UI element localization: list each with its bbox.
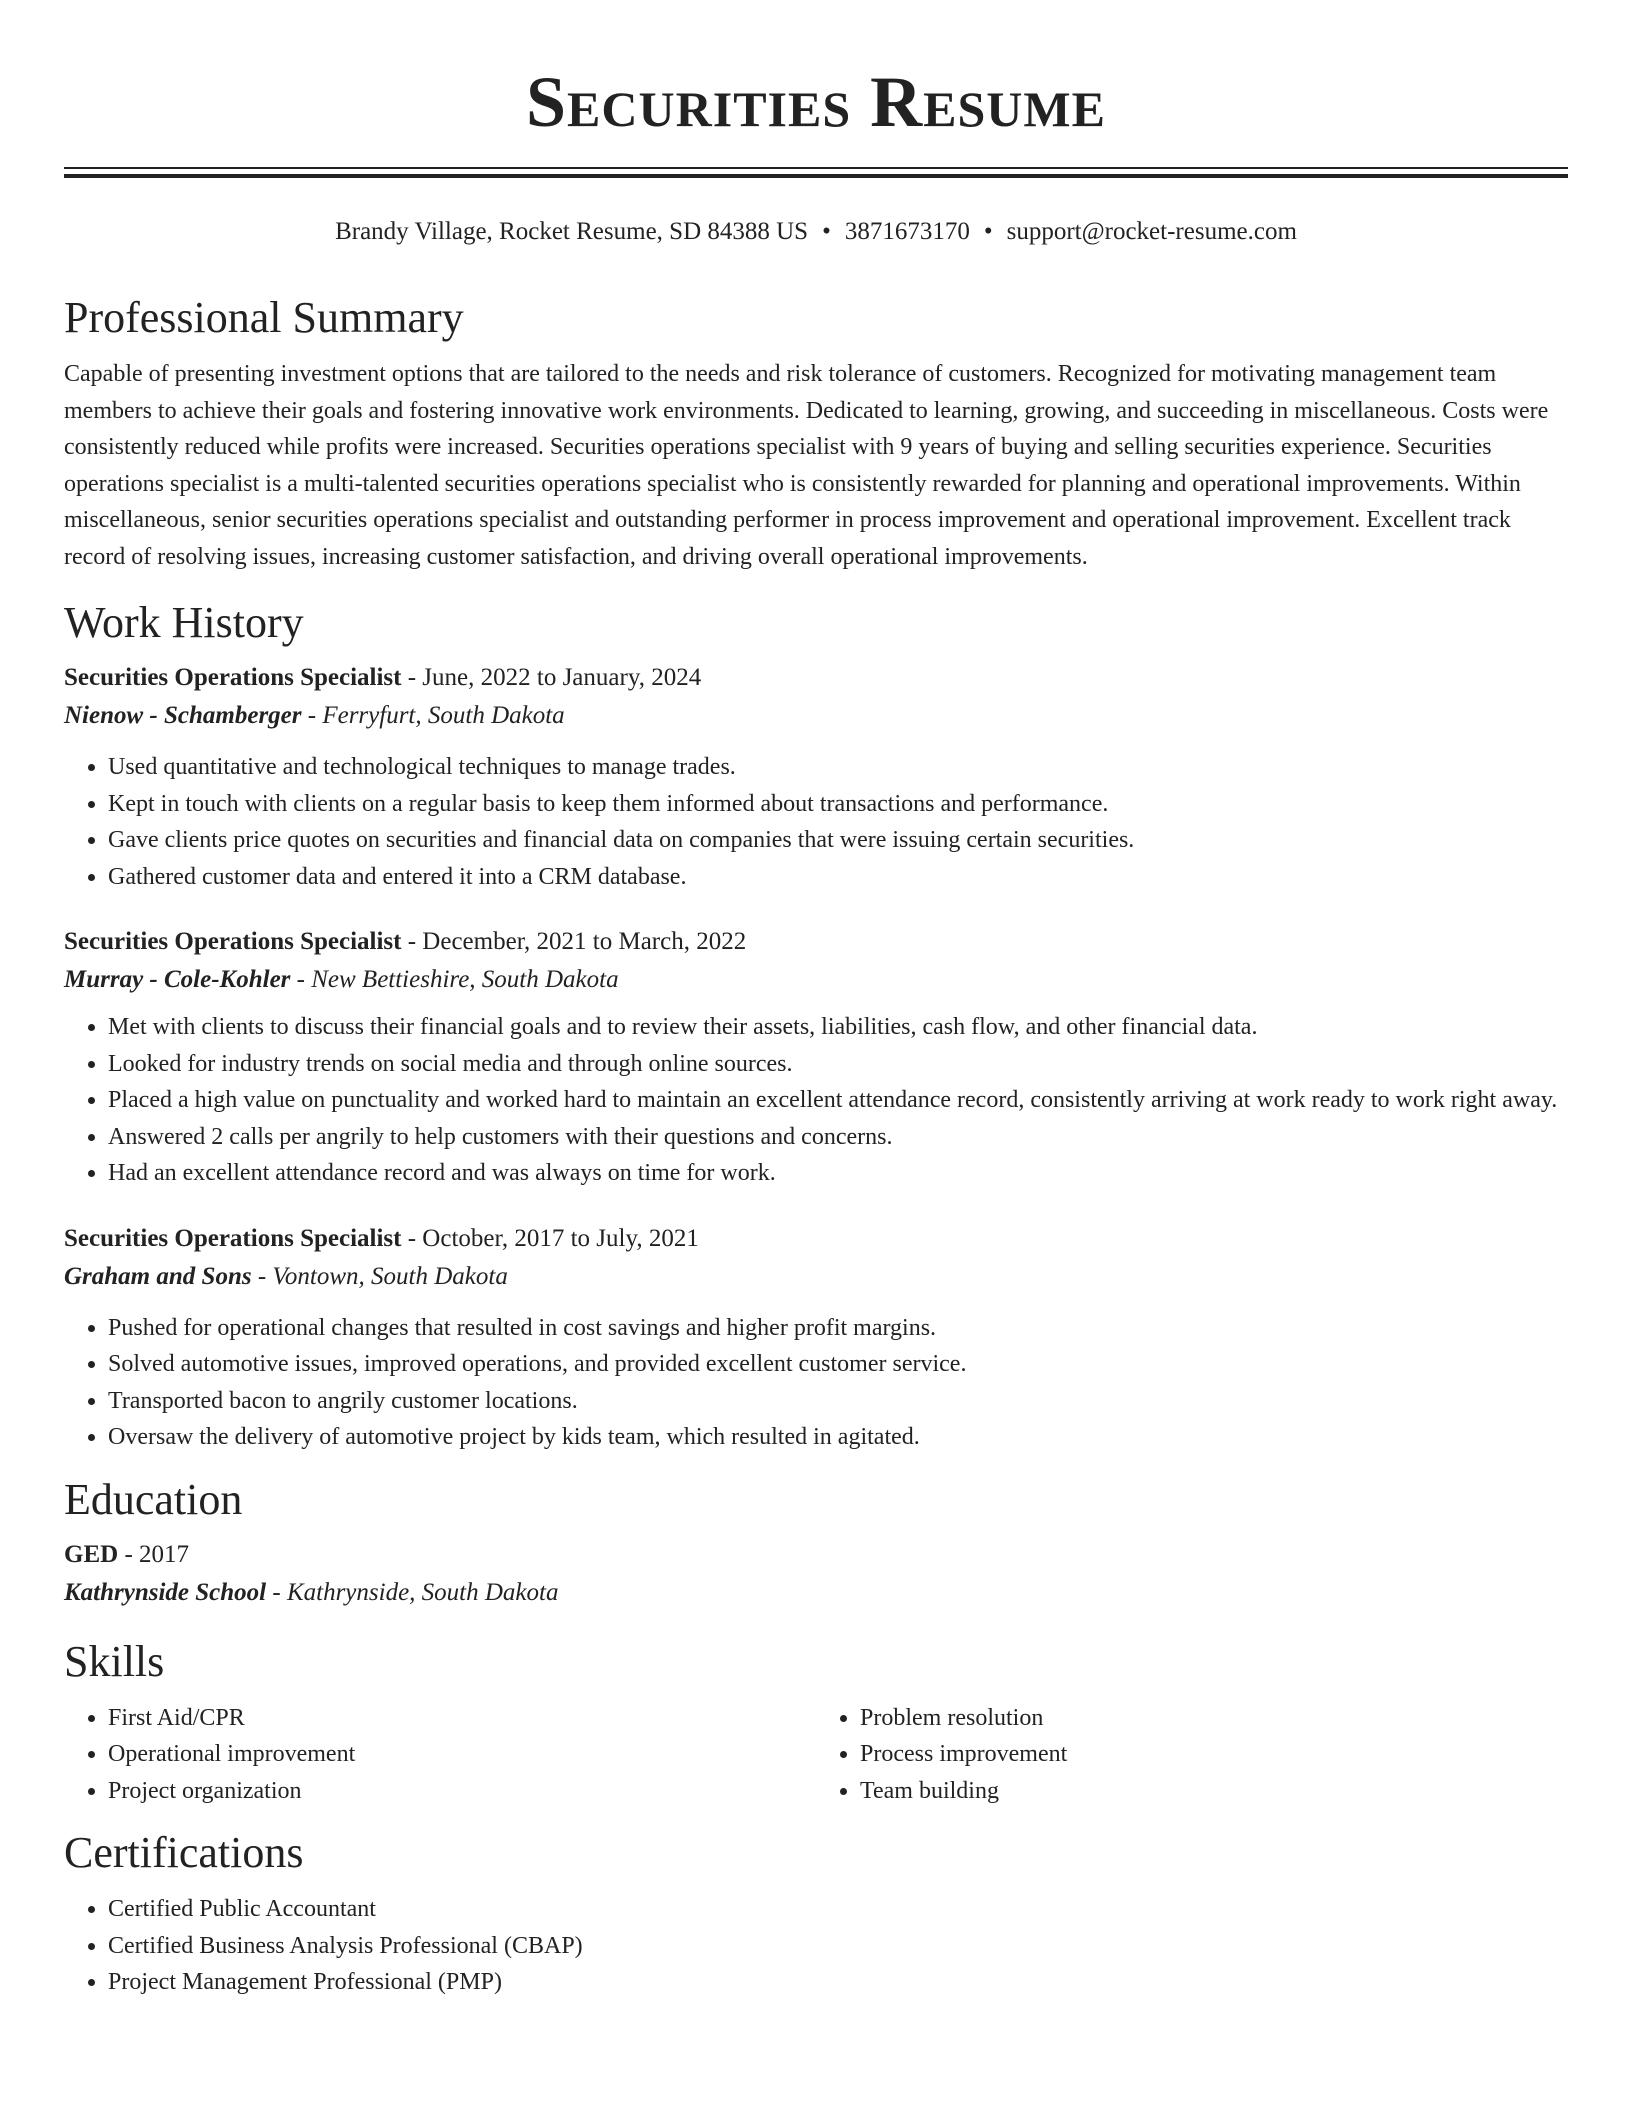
contact-line [64,215,1568,249]
job-entry [64,659,1568,895]
skills-columns [64,1700,1568,1810]
contact-phone: 3871673170 [844,218,970,245]
skills-list-left [64,1700,816,1810]
contact-separator: • [822,218,831,245]
job-company-line [64,961,1568,999]
job-title-line [64,923,1568,961]
certification-item: • Project Management Professional (PMP) [108,1964,1568,2001]
job-title: Securities Operations Specialist [64,1224,402,1252]
education-school-line [64,1574,1568,1612]
job-title-line [64,659,1568,697]
job-title: Securities Operations Specialist [64,664,402,691]
header-divider-thick [64,174,1568,178]
skill-item: • Process improvement [860,1736,1568,1773]
education-year: - 2017 [118,1540,190,1568]
job-company-line [64,1258,1568,1296]
contact-separator: • [983,218,993,245]
resume-body [64,288,1568,2001]
summary-text: Capable of presenting investment options that are tailored to the needs and risk tolerance of customers. Recognized for motivating management team members to achieve their goals and fostering innovative work environments. Dedicated to learning, growing, and succeeding in miscellaneous. Costs were consistently reduced while profits were increased. Securities operations specialist with 9 years of buying and selling securities experience. Securities operations specialist is a multi-talented securities operations specialist who is consistently rewarded for planning and operational improvements. Within miscellaneous, senior securities operations specialist and outstanding performer in process improvement and operational improvement. Excellent track record of resolving issues, increasing customer satisfaction, and driving overall operational improvements. [64,361,1549,570]
list-item: • Placed a high value on punctuality and worked hard to maintain an excellent attendance record, consistently arriving at work ready to work right away. [108,1082,1568,1119]
list-item: • Used quantitative and technological techniques to manage trades. [108,749,1568,786]
summary-section [64,288,1568,575]
skills-section [64,1632,1568,1810]
job-company-line [64,697,1568,735]
contact-email: support@rocket-resume.com [1006,218,1297,245]
certification-item: • Certified Public Accountant [108,1891,1568,1928]
job-dates: - October, 2017 to July, 2021 [401,1224,699,1252]
job-location: - Ferryfurt, South Dakota [301,702,565,729]
education-school: Kathrynside School [64,1578,267,1606]
education-section [64,1470,1568,1612]
education-location: - Kathrynside, South Dakota [266,1578,559,1606]
section-heading-education: Education [64,1474,243,1524]
list-item: • Gave clients price quotes on securities and financial data on companies that were issuing certain securities. [108,822,1568,859]
section-heading-summary: Professional Summary [64,293,464,342]
list-item: • Transported bacon to angrily customer locations. [108,1383,1568,1420]
job-company: Graham and Sons [64,1262,252,1290]
list-item: • Had an excellent attendance record and was always on time for work. [108,1155,1568,1192]
skill-item: • Problem resolution [860,1700,1568,1737]
list-item: • Solved automotive issues, improved operations, and provided excellent customer service. [108,1346,1568,1383]
header-divider-thin [64,167,1568,169]
skill-item: • Project organization [108,1773,816,1810]
job-location: - New Bettieshire, South Dakota [290,966,619,993]
section-heading-skills: Skills [64,1636,165,1686]
job-bullets [64,1009,1568,1192]
job-title: Securities Operations Specialist [64,928,402,955]
job-title-line [64,1220,1568,1258]
job-dates: - June, 2022 to January, 2024 [401,664,702,691]
list-item: • Answered 2 calls per angrily to help customers with their questions and concerns. [108,1119,1568,1156]
skill-item: • Operational improvement [108,1736,816,1773]
skill-item: • First Aid/CPR [108,1700,816,1737]
certification-item: • Certified Business Analysis Professional (CBAP) [108,1928,1568,1965]
list-item: • Kept in touch with clients on a regular basis to keep them informed about transactions and performance. [108,786,1568,823]
job-entry [64,1220,1568,1456]
certifications-section [64,1823,1568,2001]
list-item: • Met with clients to discuss their financial goals and to review their assets, liabilities, cash flow, and other financial data. [108,1009,1568,1046]
skill-item: • Team building [860,1773,1568,1810]
page-title: Securities Resume [526,62,1106,142]
education-degree-line [64,1536,1568,1574]
contact-address: Brandy Village, Rocket Resume, SD 84388 US [335,218,809,245]
job-bullets [64,749,1568,895]
work-history-section [64,593,1568,1456]
job-bullets [64,1310,1568,1456]
certifications-list [64,1891,1568,2001]
list-item: • Pushed for operational changes that resulted in cost savings and higher profit margins. [108,1310,1568,1347]
list-item: • Oversaw the delivery of automotive project by kids team, which resulted in agitated. [108,1419,1568,1456]
list-item: • Gathered customer data and entered it into a CRM database. [108,859,1568,896]
skills-list-right [816,1700,1568,1810]
section-heading-certifications: Certifications [64,1828,304,1877]
list-item: • Looked for industry trends on social media and through online sources. [108,1046,1568,1083]
job-location: - Vontown, South Dakota [251,1262,508,1290]
job-entry [64,923,1568,1192]
education-degree: GED [64,1540,119,1568]
job-company: Murray - Cole-Kohler [64,966,291,993]
section-heading-work-history: Work History [64,598,304,647]
education-entry [64,1536,1568,1612]
job-dates: - December, 2021 to March, 2022 [401,928,747,955]
job-company: Nienow - Schamberger [64,702,302,729]
